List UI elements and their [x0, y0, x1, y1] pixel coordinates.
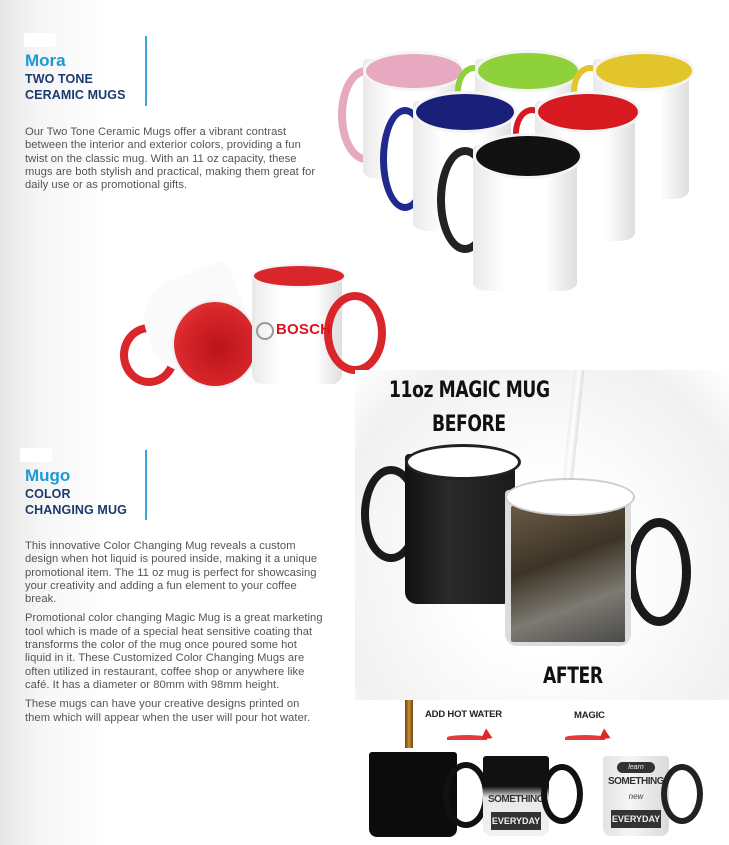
mugo-description [25, 540, 325, 725]
step1-label: ADD HOT WATER [425, 709, 502, 720]
color-changing-steps-image [355, 700, 729, 845]
mug-handle [627, 518, 691, 626]
description-paragraph: These mugs can have your creative designs printed on them which will appear when the user will pour hot water. [25, 698, 311, 724]
partial-print-text: SOMETHING [487, 794, 545, 805]
bosch-brand-text: BOSCH [276, 321, 332, 338]
logo-placeholder [20, 448, 52, 462]
two-tone-mugs-image [335, 45, 725, 295]
description-paragraph: Our Two Tone Ceramic Mugs offer a vibrant contrast between the interior and exterior colors, providing a fun twist on the classic mug. With an 11 oz capacity, these mugs are both stylish and practical, making them great for daily use or as promotional gifts. [25, 126, 316, 192]
heading-divider [145, 36, 147, 106]
step3-revealed-mug [603, 756, 669, 836]
arrow-head-icon [481, 728, 495, 743]
mug-rim-green [475, 50, 581, 92]
bosch-logo-icon [256, 322, 274, 340]
subtitle-line: TWO TONE [25, 72, 93, 86]
brand-name: Mora [25, 51, 66, 70]
brand-name: Mugo [25, 466, 71, 485]
description-paragraph: Promotional color changing Magic Mug is a great marketing tool which is made of a special heat sensitive coating that transforms the color of the mug once poured some hot liquid in it. These Customized Color Changing Mugs are often utilized in restaurant, coffee shop or anywhere like café. It has a diameter or 80mm with 98mm height. [25, 612, 323, 691]
mugo-heading [25, 466, 127, 518]
mug-handle [661, 764, 703, 824]
mug-rim-pink [363, 51, 465, 91]
bosch-mugs-image [118, 262, 388, 387]
mug-rim-yellow [593, 51, 695, 91]
mug-rim-navy [413, 91, 517, 133]
step2-transition-mug [483, 756, 549, 836]
coffee-stream [405, 700, 413, 748]
family-photo-print [511, 506, 625, 642]
subtitle-line: CERAMIC MUGS [25, 88, 126, 102]
heading-divider [145, 450, 147, 520]
mora-description [25, 126, 325, 192]
step2-label: MAGIC [574, 710, 605, 721]
bosch-mug-rim [252, 264, 346, 288]
mug-rim-black [473, 133, 583, 179]
new-print: new [628, 792, 644, 801]
logo-placeholder [24, 33, 56, 47]
magic-mug-headline: 11oz MAGIC MUG [389, 378, 550, 403]
mug-rim-red [535, 91, 641, 133]
mug-handle [324, 292, 386, 374]
mora-heading [25, 51, 126, 103]
something-print: SOMETHING [607, 776, 665, 787]
before-label: BEFORE [432, 412, 506, 437]
magic-mug-before-after-image [355, 370, 729, 700]
everyday-print: EVERYDAY [491, 812, 541, 830]
learn-print: learn [617, 762, 655, 773]
mug-handle [541, 764, 583, 824]
photo-mug-rim [505, 478, 635, 516]
subtitle-line: CHANGING MUG [25, 503, 127, 517]
everyday-print: EVERYDAY [611, 810, 661, 828]
tipped-mug-interior [172, 300, 258, 388]
description-paragraph: This innovative Color Changing Mug reveals a custom design when hot liquid is poured inside, making it a unique promotional item. The 11 oz mug is perfect for showcasing your creativity and adding a fun element to your coffee break. [25, 540, 318, 606]
black-mug-rim [405, 444, 521, 480]
arrow-head-icon [599, 728, 613, 743]
after-label: AFTER [543, 664, 603, 689]
subtitle-line: COLOR [25, 487, 71, 501]
